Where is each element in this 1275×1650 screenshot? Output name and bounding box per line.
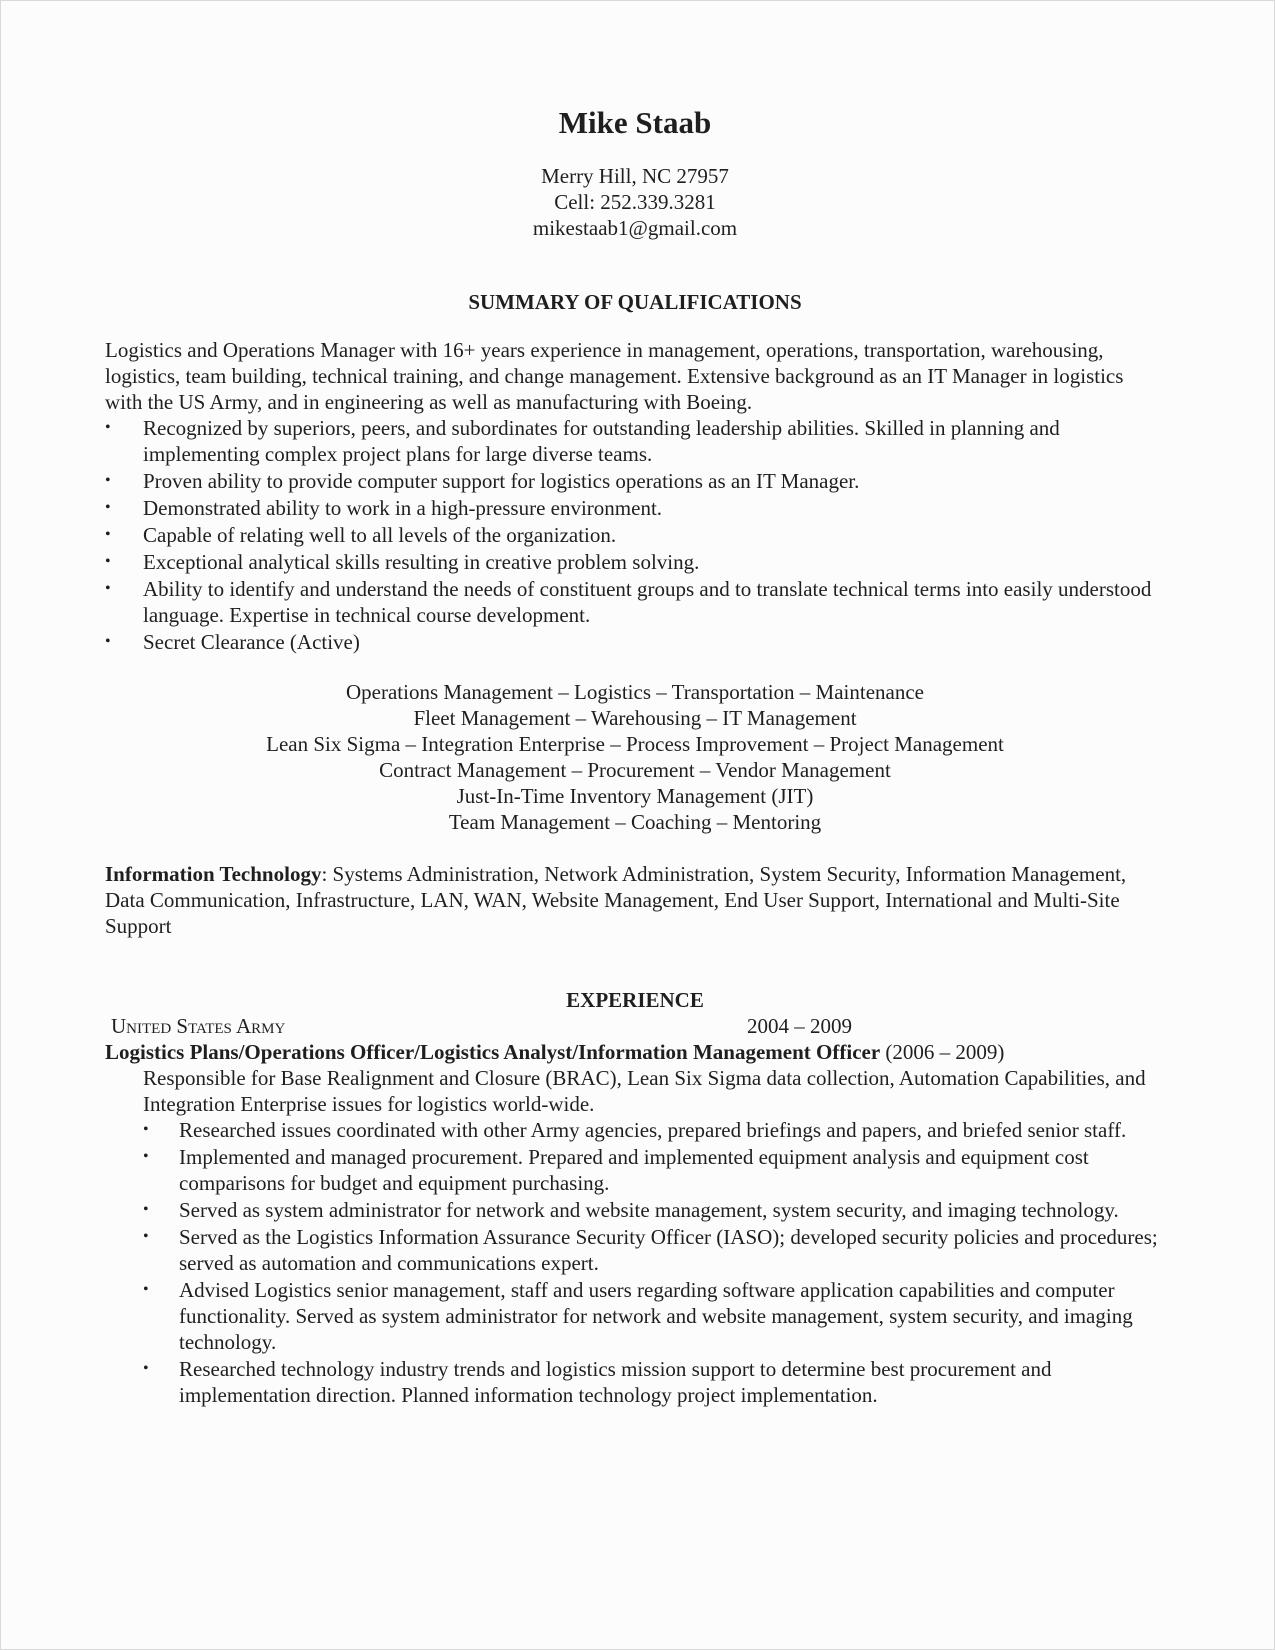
bullet-icon: • — [143, 1148, 149, 1165]
list-item-text: Served as the Logistics Information Assurance Security Officer (IASO); developed security policies and procedures; served as automation and communications expert. — [179, 1225, 1158, 1275]
core-skills — [105, 679, 1165, 835]
summary-intro: Logistics and Operations Manager with 16+ years experience in management, operations, transportation, warehousing, logistics, team building, technical training, and change management. Extensive background as an IT Manager in logistics with the US Army, and in engineering as well as manufacturing with Boeing. — [105, 338, 1124, 414]
list-item — [105, 549, 1165, 575]
email: mikestaab1@gmail.com — [532, 216, 738, 240]
list-item-text: Demonstrated ability to work in a high-pressure environment. — [143, 496, 663, 520]
bullet-icon: • — [143, 1360, 149, 1377]
bullet-icon: • — [105, 472, 111, 489]
employer-row — [105, 1013, 1165, 1039]
list-item — [143, 1277, 1165, 1355]
bullet-icon: • — [105, 553, 111, 570]
skills-line: Just-In-Time Inventory Management (JIT) — [456, 784, 814, 808]
list-item — [105, 576, 1165, 628]
it-label: Information Technology — [105, 862, 322, 886]
list-item-text: Served as system administrator for network and website management, system security, and imaging technology. — [179, 1198, 1119, 1222]
list-item — [105, 468, 1165, 494]
list-item — [105, 629, 1165, 655]
it-text: : Systems Administration, Network Administration, System Security, Information Management, Data Communication, Infrastructure, LAN, WAN, Website Management, End User Support, International and Multi-Site Support — [105, 862, 1127, 938]
skills-line: Lean Six Sigma – Integration Enterprise – Process Improvement – Project Management — [266, 732, 1004, 756]
job-title — [105, 1039, 1165, 1065]
summary-bullets — [105, 415, 1165, 655]
address: Merry Hill, NC 27957 — [541, 164, 729, 188]
list-item-text: Secret Clearance (Active) — [143, 630, 360, 654]
bullet-icon: • — [143, 1121, 149, 1138]
list-item-text: Advised Logistics senior management, staff and users regarding software application capabilities and computer functionality. Served as system administrator for network and website management, system security, and imaging technology. — [179, 1278, 1133, 1354]
list-item — [105, 495, 1165, 521]
bullet-icon: • — [105, 633, 111, 650]
skills-line: Fleet Management – Warehousing – IT Management — [413, 706, 857, 730]
list-item-text: Implemented and managed procurement. Prepared and implemented equipment analysis and equipment cost comparisons for budget and equipment purchasing. — [179, 1145, 1089, 1195]
experience-heading: EXPERIENCE — [566, 988, 704, 1012]
list-item-text: Capable of relating well to all levels of the organization. — [143, 523, 617, 547]
list-item — [143, 1117, 1165, 1143]
summary-heading: SUMMARY OF QUALIFICATIONS — [468, 290, 802, 314]
employer-dates: 2004 – 2009 — [747, 1014, 852, 1038]
job-title-text: Logistics Plans/Operations Officer/Logistics Analyst/Information Management Officer — [105, 1040, 881, 1064]
skills-line: Operations Management – Logistics – Transportation – Maintenance — [346, 680, 924, 704]
list-item-text: Researched issues coordinated with other Army agencies, prepared briefings and papers, and briefed senior staff. — [179, 1118, 1127, 1142]
list-item-text: Proven ability to provide computer support for logistics operations as an IT Manager. — [143, 469, 860, 493]
information-technology — [105, 861, 1165, 939]
skills-line: Team Management – Coaching – Mentoring — [448, 810, 822, 834]
contact-block — [105, 163, 1165, 241]
list-item — [105, 415, 1165, 467]
job-description: Responsible for Base Realignment and Closure (BRAC), Lean Six Sigma data collection, Automation Capabilities, and Integration Enterprise issues for logistics world-wide. — [143, 1066, 1146, 1116]
bullet-icon: • — [105, 580, 111, 597]
list-item-text: Recognized by superiors, peers, and subordinates for outstanding leadership abilities. Skilled in planning and implementing complex project plans for large diverse teams. — [143, 416, 1060, 466]
list-item — [143, 1356, 1165, 1408]
bullet-icon: • — [105, 499, 111, 516]
list-item — [105, 522, 1165, 548]
job-dates: (2006 – 2009) — [880, 1040, 1005, 1064]
phone: Cell: 252.339.3281 — [554, 190, 716, 214]
list-item — [143, 1224, 1165, 1276]
bullet-icon: • — [105, 419, 111, 436]
bullet-icon: • — [143, 1228, 149, 1245]
list-item-text: Ability to identify and understand the needs of constituent groups and to translate technical terms into easily understood language. Expertise in technical course development. — [143, 577, 1152, 627]
employer-name: United States Army — [111, 1014, 286, 1038]
list-item-text: Exceptional analytical skills resulting in creative problem solving. — [143, 550, 700, 574]
bullet-icon: • — [143, 1201, 149, 1218]
list-item-text: Researched technology industry trends and logistics mission support to determine best procurement and implementation direction. Planned information technology project implementation. — [179, 1357, 1052, 1407]
bullet-icon: • — [143, 1281, 149, 1298]
candidate-name: Mike Staab — [558, 105, 712, 140]
resume-content — [105, 103, 1165, 1408]
bullet-icon: • — [105, 526, 111, 543]
list-item — [143, 1144, 1165, 1196]
skills-line: Contract Management – Procurement – Vendor Management — [379, 758, 891, 782]
list-item — [143, 1197, 1165, 1223]
job-bullets — [105, 1117, 1165, 1408]
